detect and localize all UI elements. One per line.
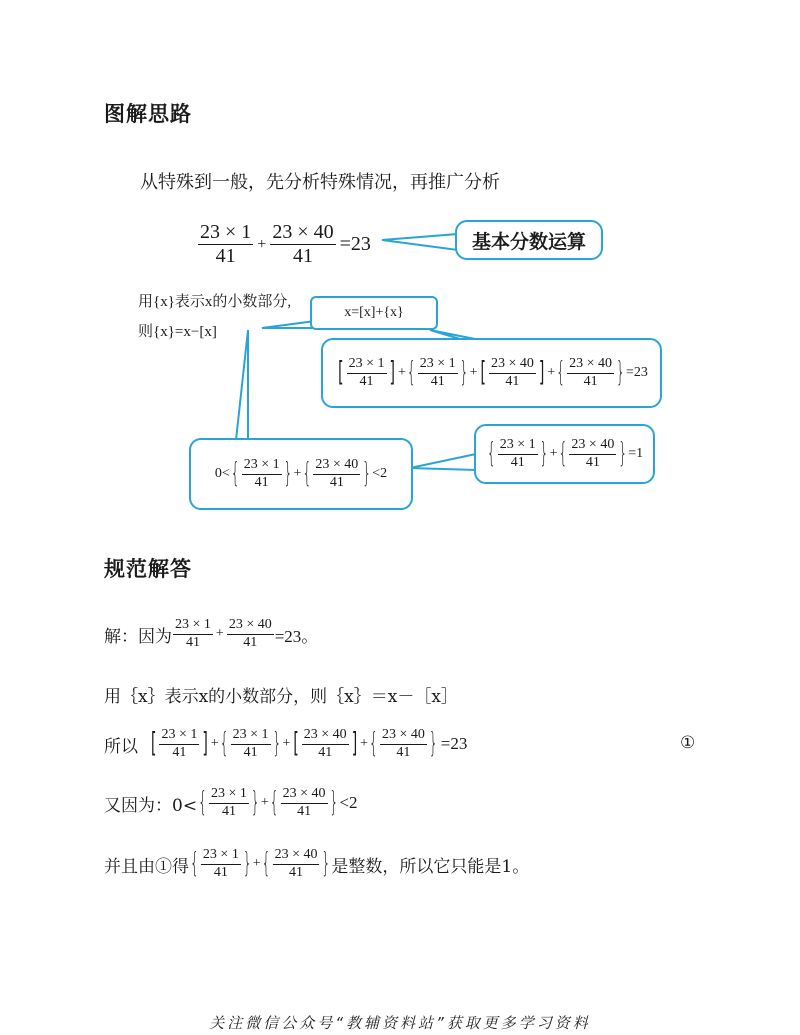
main-equation: $\frac{23 \times 1}{41}$ + $\frac{23 \times 40}{41}$ =23: [200, 221, 371, 267]
solution-line-3: 所以 [ $\frac{23 \times 1}{41}$ ] + { $\frac{23 \times 1}{41}$ } + [ $\frac{23 \times 40}{41}$ ] + { $\frac{23 \times 40}{41}$ } =23: [104, 727, 468, 761]
diagram-intro: 从特殊到一般，先分析特殊情况，再推广分析: [140, 172, 500, 193]
solution-line-1: 解：因为 $\frac{23 \times 1}{41}$ + $\frac{23 \times 40}{41}$ =23。: [104, 617, 319, 650]
equation-marker-1: ①: [680, 733, 696, 753]
footer-watermark: 关注微信公众号“教辅资料站”获取更多学习资料: [209, 1014, 591, 1032]
fraction: $\frac{23 \times 40}{41}$: [272, 221, 334, 267]
definition-line-2: 则{x}=x−[x]: [138, 324, 217, 340]
solution-section-title: 规范解答: [104, 557, 192, 581]
diagram-section-title: 图解思路: [104, 102, 192, 126]
solution-line-5: 并且由①得 { $\frac{23 \times 1}{41}$ } + { $\frac{23 \times 40}{41}$ } 是整数，所以它只能是1。: [104, 847, 530, 881]
identity-box: x=[x]+{x}: [310, 296, 438, 330]
basic-operation-tag: 基本分数运算: [455, 220, 603, 260]
fraction: $\frac{23 \times 1}{41}$: [200, 221, 252, 267]
sum-box: [ $\frac{23 \times 1}{41}$ ] + { $\frac{23 \times 1}{41}$ } + [ $\frac{23 \times 40}{41}$ ] + { $\frac{23 \times 40}{41}$ } =23: [321, 338, 662, 408]
definition-line-1: 用{x}表示x的小数部分,: [138, 294, 292, 310]
inequality-box: 0< { $\frac{23 \times 1}{41}$ } + { $\frac{23 \times 40}{41}$ } <2: [189, 438, 413, 510]
solution-line-4: 又因为：0< { $\frac{23 \times 1}{41}$ } + { $\frac{23 \times 40}{41}$ } <2: [104, 786, 358, 820]
solution-line-2: 用｛x｝表示x的小数部分，则｛x｝＝x－［x］: [104, 687, 458, 707]
equals-one-box: { $\frac{23 \times 1}{41}$ } + { $\frac{23 \times 40}{41}$ } =1: [474, 424, 655, 484]
